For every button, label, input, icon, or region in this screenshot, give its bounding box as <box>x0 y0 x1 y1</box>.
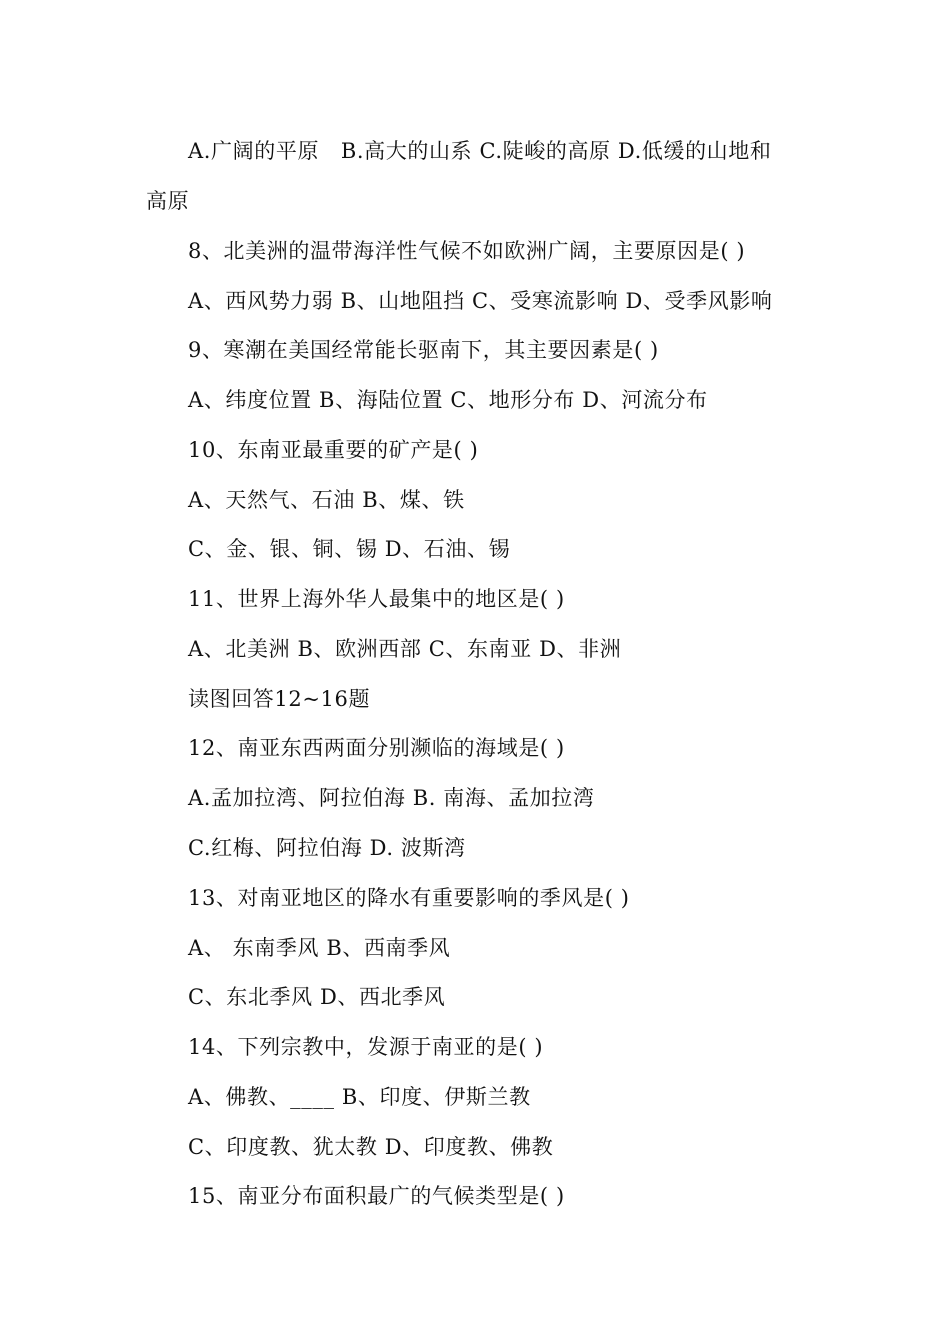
question-10: 10、东南亚最重要的矿产是( ) <box>188 438 479 462</box>
question-13-options-ab: A、 东南季风 B、西南季风 <box>188 936 451 960</box>
question-14-options-ab: A、佛教、____ B、印度、伊斯兰教 <box>188 1085 531 1109</box>
question-15: 15、南亚分布面积最广的气候类型是( ) <box>188 1184 565 1208</box>
q7-options-continued: 高原 <box>146 189 190 213</box>
question-10-options-cd: C、金、银、铜、锡 D、石油、锡 <box>188 537 511 561</box>
question-11-options: A、北美洲 B、欧洲西部 C、东南亚 D、非洲 <box>188 637 622 661</box>
question-10-options-ab: A、天然气、石油 B、煤、铁 <box>188 488 465 512</box>
question-14: 14、下列宗教中，发源于南亚的是( ) <box>188 1035 544 1059</box>
question-12-options-ab: A.孟加拉湾、阿拉伯海 B. 南海、孟加拉湾 <box>188 786 595 810</box>
question-12: 12、南亚东西两面分别濒临的海域是( ) <box>188 736 565 760</box>
question-8: 8、北美洲的温带海洋性气候不如欧洲广阔，主要原因是( ) <box>188 239 746 263</box>
question-13: 13、对南亚地区的降水有重要影响的季风是( ) <box>188 886 630 910</box>
map-instruction: 读图回答12~16题 <box>188 687 371 711</box>
question-9-options: A、纬度位置 B、海陆位置 C、地形分布 D、河流分布 <box>188 388 708 412</box>
question-14-options-cd: C、印度教、犹太教 D、印度教、佛教 <box>188 1135 554 1159</box>
question-8-options: A、西风势力弱 B、山地阻挡 C、受寒流影响 D、受季风影响 <box>188 289 773 313</box>
question-12-options-cd: C.红梅、阿拉伯海 D. 波斯湾 <box>188 836 466 860</box>
question-11: 11、世界上海外华人最集中的地区是( ) <box>188 587 565 611</box>
question-9: 9、寒潮在美国经常能长驱南下，其主要因素是( ) <box>188 338 659 362</box>
q7-options-line: A.广阔的平原 B.高大的山系 C.陡峻的高原 D.低缓的山地和 <box>188 139 772 163</box>
question-13-options-cd: C、东北季风 D、西北季风 <box>188 985 446 1009</box>
